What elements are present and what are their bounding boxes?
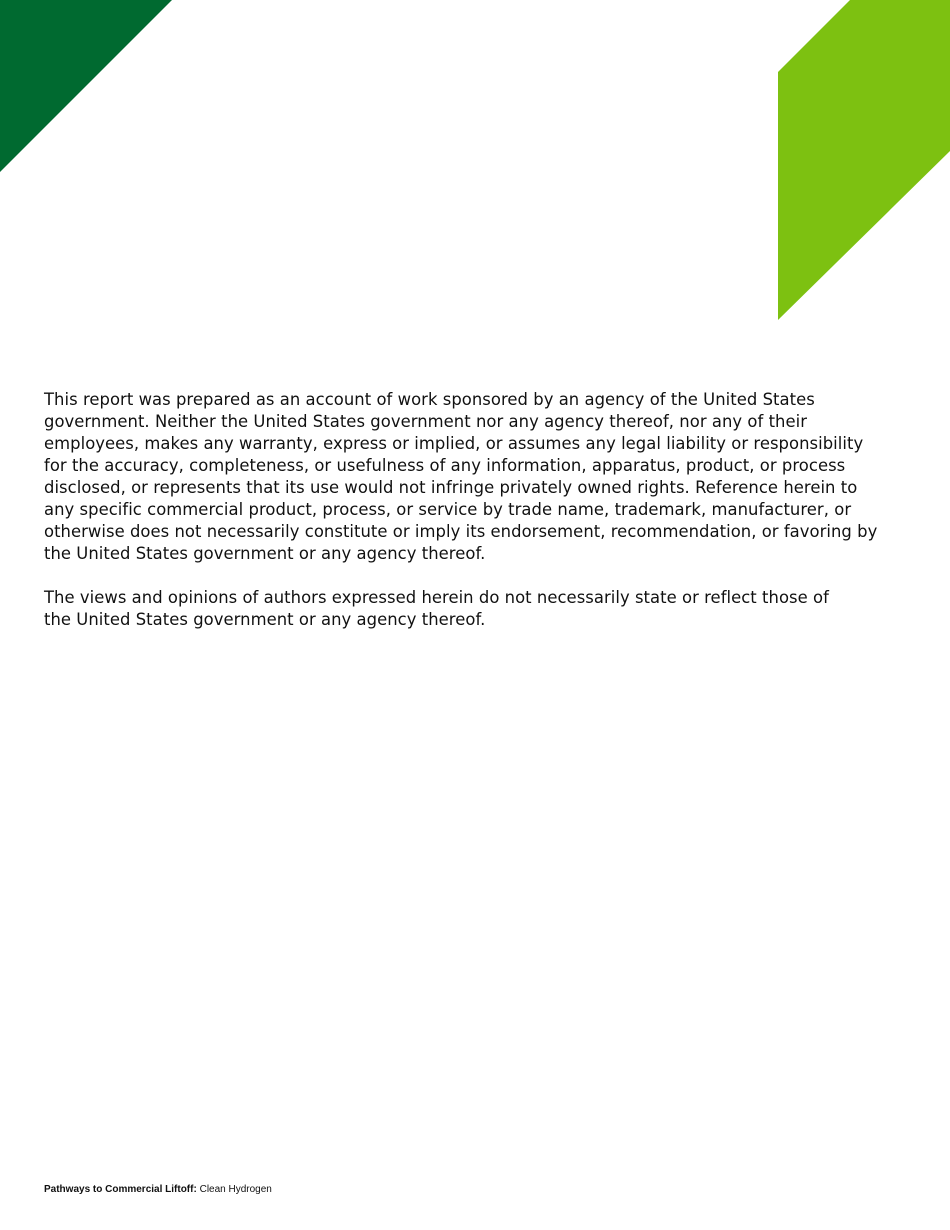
light-green-chevron-shape — [778, 0, 950, 320]
footer-report-series: Pathways to Commercial Liftoff: — [44, 1184, 197, 1195]
disclaimer-text — [44, 389, 924, 631]
page-footer — [44, 1184, 272, 1196]
footer-report-topic: Clean Hydrogen — [199, 1184, 272, 1195]
disclaimer-paragraph-2: The views and opinions of authors expressed herein do not necessarily state or reflect those of the United States government or any agency thereof. — [44, 588, 829, 629]
decorative-corner-shapes — [0, 0, 950, 330]
disclaimer-paragraph-1: This report was prepared as an account of work sponsored by an agency of the United States government. Neither the United States government nor any agency thereof, nor any of their employees, makes any warranty, express or implied, or assumes any legal liability or responsibility for the accuracy, completeness, or usefulness of any information, apparatus, product, or process disclosed, or represents that its use would not infringe privately owned rights. Reference herein to any specific commercial product, process, or service by trade name, trademark, manufacturer, or otherwise does not necessarily constitute or imply its endorsement, recommendation, or favoring by the United States government or any agency thereof. — [44, 390, 878, 563]
dark-green-corner-triangle — [0, 0, 172, 172]
